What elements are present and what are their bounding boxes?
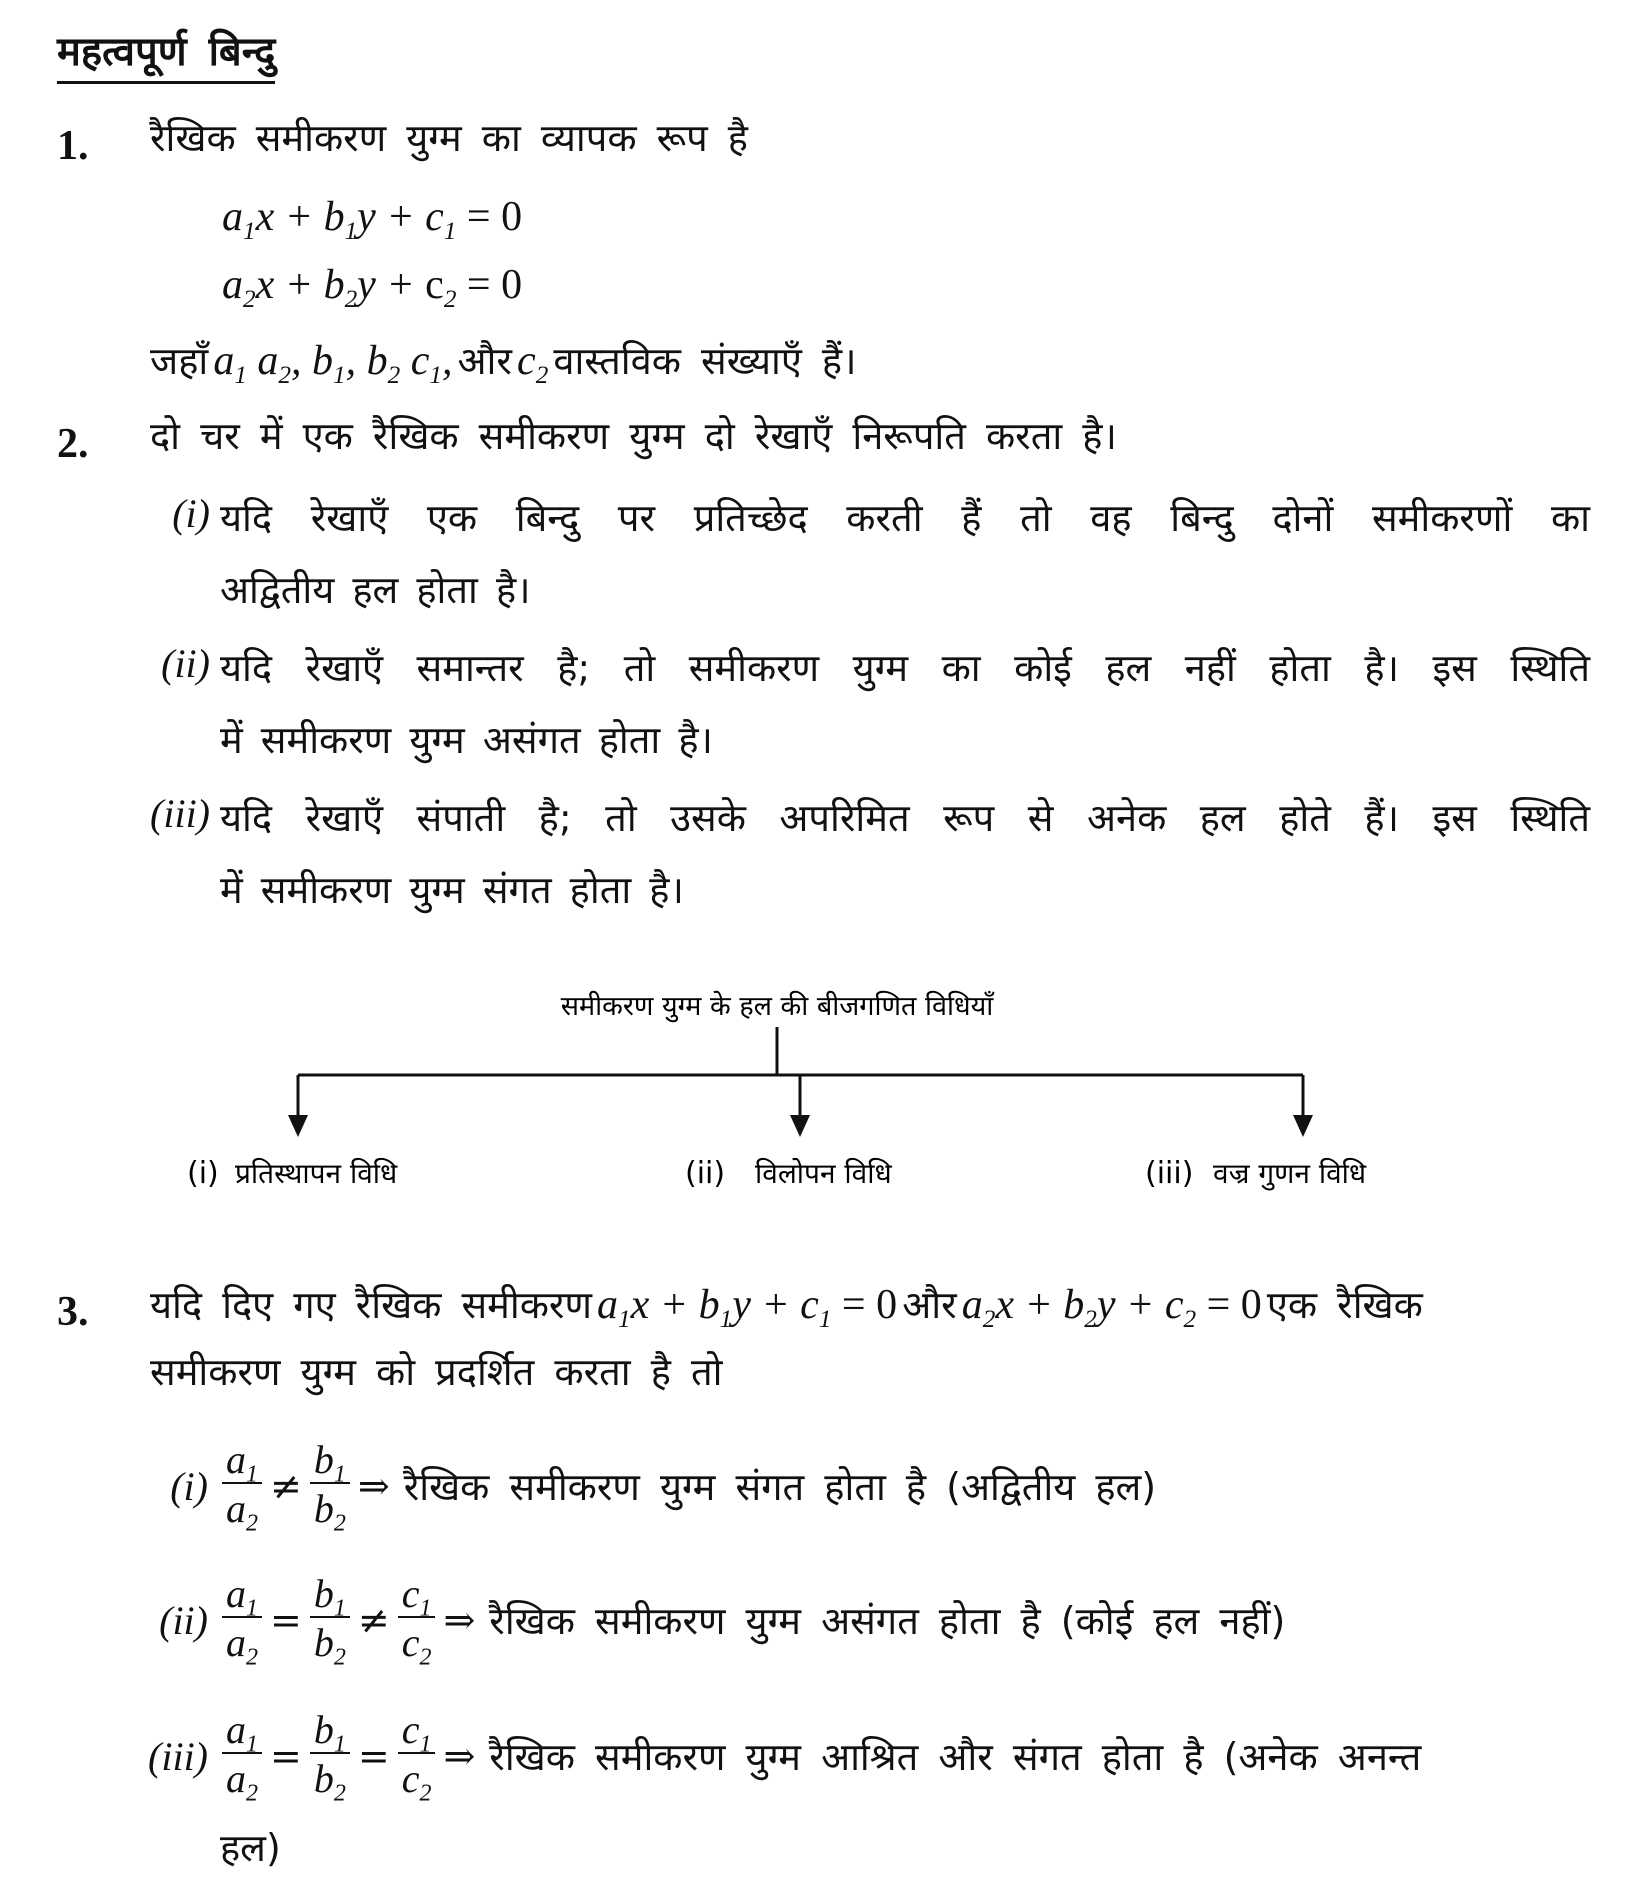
implies-arrow: ⇒: [443, 1598, 476, 1642]
equal-symbol: =: [270, 1598, 302, 1642]
branch-2-text: विलोपन विधि: [755, 1157, 892, 1190]
intro-suffix: एक रैखिक: [1266, 1283, 1423, 1327]
case-text: [220, 632, 1590, 776]
equal-symbol: =: [357, 1734, 390, 1778]
case-label: (iii): [150, 791, 210, 836]
not-equal-symbol: ≠: [270, 1464, 302, 1508]
branch-1-label: (i): [187, 1156, 219, 1191]
conclusion-prefix: जहाँ: [150, 339, 209, 383]
coefficient-c2: $c_2$: [517, 338, 549, 389]
equal-symbol: =: [270, 1734, 302, 1778]
case-label: (iii): [148, 1733, 208, 1779]
coefficient-list: $a_1$ $a_2$, $b_1$, $b_2$ $c_1$,: [213, 338, 453, 389]
case-result: रैखिक समीकरण युग्म आश्रित और संगत होता है (अनेक अनन्त: [489, 1735, 1422, 1779]
case-line-1: यदि रेखाएँ समान्तर है; तो समीकरण युग्म का कोई हल नहीं होता है। इस स्थिति: [220, 646, 1590, 690]
ratio-case-1: [130, 1437, 1157, 1537]
branch-2-label: (ii): [685, 1156, 726, 1191]
branch-3-text: वज्र गुणन विधि: [1213, 1157, 1367, 1190]
diagram-arrow-3: [1293, 1115, 1313, 1137]
case-result: रैखिक समीकरण युग्म असंगत होता है (कोई हल नहीं): [489, 1599, 1286, 1643]
diagram-arrow-1: [288, 1115, 308, 1137]
fraction-b: $\frac{b_1}{b_2}$: [310, 1572, 350, 1668]
case-label: (ii): [161, 641, 210, 686]
point-2-number: 2.: [57, 421, 89, 467]
page-title: महत्वपूर्ण बिन्दु: [57, 22, 275, 84]
conclusion-suffix: वास्तविक संख्याएँ हैं।: [553, 339, 857, 383]
case-3-result-line-2: हल): [220, 1826, 281, 1870]
case-label: (i): [170, 1463, 208, 1509]
equation-2: $a_2x + b_2y + c_2 = 0$: [961, 1282, 1262, 1333]
point-1-conclusion: [150, 336, 857, 389]
case-text: [220, 482, 1590, 626]
case-line-2: अद्वितीय हल होता है।: [220, 568, 531, 612]
case-line-1: यदि रेखाएँ संपाती है; तो उसके अपरिमित रूप से अनेक हल होते हैं। इस स्थिति: [220, 796, 1590, 840]
intro-and: और: [902, 1283, 957, 1327]
conclusion-and: और: [457, 339, 512, 383]
fraction-c: $\frac{c_1}{c_2}$: [398, 1572, 436, 1668]
case-result: रैखिक समीकरण युग्म संगत होता है (अद्वितीय हल): [403, 1465, 1157, 1509]
point-3-number: 3.: [57, 1289, 89, 1335]
diagram-root: समीकरण युग्म के हल की बीजगणित विधियाँ: [560, 991, 994, 1022]
point-1-number: 1.: [57, 123, 89, 169]
point-3-intro-line-2: समीकरण युग्म को प्रदर्शित करता है तो: [150, 1350, 723, 1394]
general-equation-2: $a_2x + b_2y + c_2 = 0$: [222, 262, 523, 313]
branch-3-label: (iii): [1145, 1156, 1194, 1191]
diagram-arrow-2: [790, 1115, 810, 1137]
methods-diagram: [0, 975, 1636, 1235]
case-line-1: यदि रेखाएँ एक बिन्दु पर प्रतिच्छेद करती हैं तो वह बिन्दु दोनों समीकरणों का: [220, 496, 1590, 540]
general-equation-1: $a_1x + b_1y + c_1 = 0$: [222, 194, 523, 245]
implies-arrow: ⇒: [443, 1734, 476, 1778]
ratio-case-2: [130, 1571, 1286, 1671]
point-3-intro: [150, 1280, 1423, 1333]
case-label: (i): [172, 491, 210, 536]
fraction-a: $\frac{a_1}{a_2}$: [222, 1708, 262, 1804]
point-1-intro: रैखिक समीकरण युग्म का व्यापक रूप है: [150, 116, 748, 160]
equation-1: $a_1x + b_1y + c_1 = 0$: [597, 1282, 898, 1333]
case-line-2: में समीकरण युग्म संगत होता है।: [220, 868, 684, 912]
intro-prefix: यदि दिए गए रैखिक समीकरण: [150, 1283, 592, 1327]
point-2-intro: दो चर में एक रैखिक समीकरण युग्म दो रेखाएँ निरूपति करता है।: [150, 414, 1117, 458]
fraction-a: $\frac{a_1}{a_2}$: [222, 1572, 262, 1668]
fraction-c: $\frac{c_1}{c_2}$: [398, 1708, 436, 1804]
ratio-case-3: [130, 1707, 1422, 1807]
case-line-2: में समीकरण युग्म असंगत होता है।: [220, 718, 713, 762]
fraction-b: $\frac{b_1}{b_2}$: [310, 1708, 350, 1804]
fraction-a: $\frac{a_1}{a_2}$: [222, 1438, 262, 1534]
branch-1-text: प्रतिस्थापन विधि: [235, 1157, 398, 1190]
case-label: (ii): [159, 1597, 208, 1643]
not-equal-symbol: ≠: [357, 1598, 390, 1642]
fraction-b: $\frac{b_1}{b_2}$: [310, 1438, 350, 1534]
case-text: [220, 782, 1590, 926]
implies-arrow: ⇒: [357, 1464, 390, 1508]
